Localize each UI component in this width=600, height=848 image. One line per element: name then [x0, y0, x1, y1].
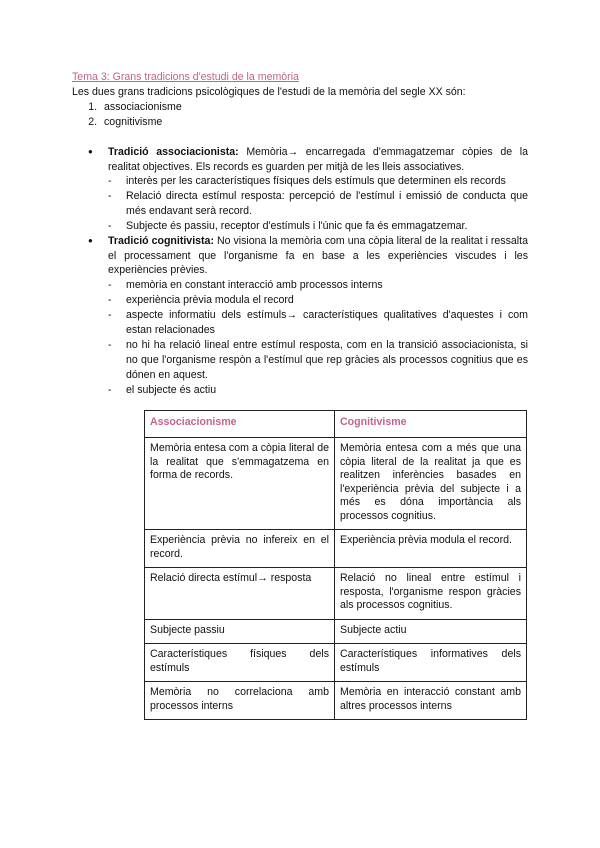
cogn-text: No visiona la memòria com una còpia literal de la realitat i ressalta el processament que l'organisme fa en base a les experiències viscudes i les experiències prèvies. — [108, 235, 528, 277]
numbered-item: 1. associacionisme — [100, 100, 528, 115]
header-assoc: Associacionisme — [145, 410, 335, 438]
assoc-point: - interès per les característiques físiques dels estímuls que determinen els records — [126, 174, 528, 189]
numbered-item: 2. cognitivisme — [100, 115, 528, 130]
cogn-tradition — [108, 234, 528, 398]
assoc-point: - Relació directa estímul resposta: percepció de l'estímul i emissió de conducta que més endavant serà record. — [126, 189, 528, 219]
table-cell: Memòria entesa com a més que una còpia literal de la realitat ja que es realitzen inferències basades en l'experiència prèvia del subjecte i a més es dóna importància als processos cognitius. — [335, 438, 527, 530]
table-cell: Característiques físiques dels estímuls — [145, 644, 335, 682]
table-cell: Subjecte passiu — [145, 619, 335, 644]
assoc-heading: Tradició associacionista: — [108, 146, 239, 158]
table-cell: Relació no lineal entre estímul i resposta, l'organisme respon gràcies als processos cognitius. — [335, 568, 527, 620]
comparison-table — [144, 410, 527, 721]
table-row — [145, 438, 527, 530]
header-cogn: Cognitivisme — [335, 410, 527, 438]
table-row — [145, 644, 527, 682]
intro-text: Les dues grans tradicions psicològiques de l'estudi de la memòria del segle XX són: — [72, 86, 466, 98]
assoc-point: - Subjecte és passiu, receptor d'estímuls i l'únic que fa és emmagatzemar. — [126, 219, 528, 234]
table-cell: Característiques informatives dels estímuls — [335, 644, 527, 682]
table-cell: Memòria en interacció constant amb altres processos interns — [335, 682, 527, 720]
table-row — [145, 530, 527, 568]
traditions-list — [72, 145, 528, 398]
assoc-text: Memòria→ encarregada d'emmagatzemar còpies de la realitat objectives. Els records es guarden per mitjà de les lleis associatives. — [108, 146, 528, 173]
table-cell: Experiència prèvia no infereix en el record. — [145, 530, 335, 568]
document-title: Tema 3: Grans tradicions d'estudi de la memòria — [72, 71, 299, 83]
cogn-point: - no hi ha relació lineal entre estímul resposta, com en la transició associacionista, si no que l'organisme respòn a l'estímul que rep gràcies als processos cognitius que es dónen en aquest. — [126, 338, 528, 383]
table-cell: Subjecte actiu — [335, 619, 527, 644]
cogn-point: - memòria en constant interacció amb processos interns — [126, 278, 528, 293]
document-page — [72, 70, 528, 720]
cogn-point: - experiència prèvia modula el record — [126, 293, 528, 308]
table-row — [145, 682, 527, 720]
assoc-tradition — [108, 145, 528, 234]
table-header-row — [145, 410, 527, 438]
assoc-points — [108, 174, 528, 234]
cogn-points — [108, 278, 528, 398]
numbered-list — [72, 100, 528, 130]
table-row — [145, 619, 527, 644]
cogn-point: - el subjecte és actiu — [126, 383, 528, 398]
table-cell: Memòria no correlaciona amb processos interns — [145, 682, 335, 720]
table-row — [145, 568, 527, 620]
cogn-point: - aspecte informatiu dels estímuls→ característiques qualitatives d'aquestes i com estan relacionades — [126, 308, 528, 338]
table-cell: Experiència prèvia modula el record. — [335, 530, 527, 568]
cogn-heading: Tradició cognitivista: — [108, 235, 214, 248]
table-cell: Memòria entesa com a còpia literal de la realitat que s'emmagatzema en forma de records. — [145, 438, 335, 530]
table-cell: Relació directa estímul→ resposta — [145, 568, 335, 620]
